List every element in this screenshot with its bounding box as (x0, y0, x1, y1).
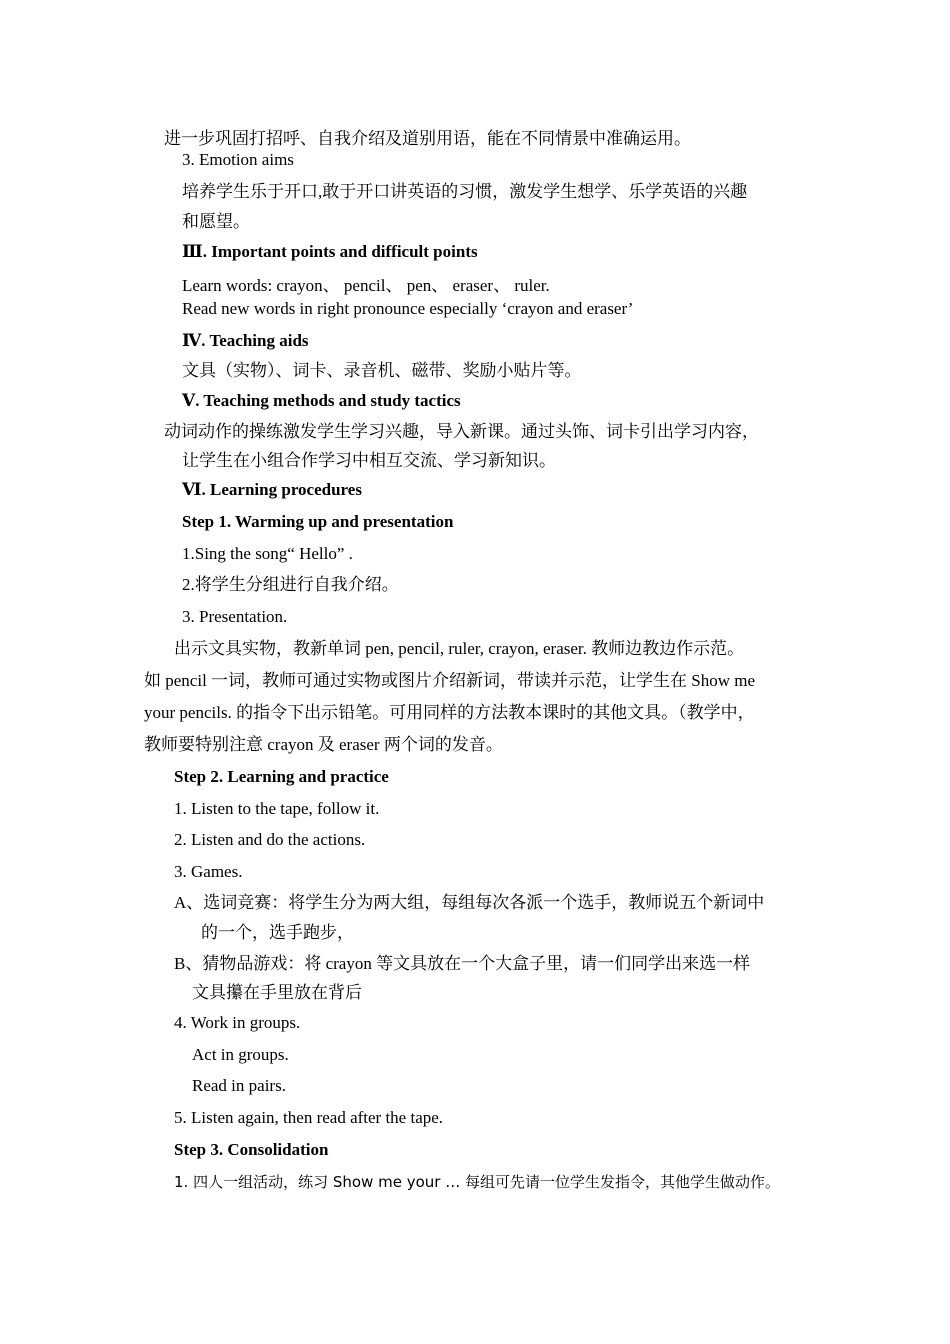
teaching-aids-text: 文具（实物）、词卡、录音机、磁带、奖励小贴片等。 (182, 361, 582, 380)
step2-item1: 1. Listen to the tape, follow it. (174, 799, 380, 818)
game-a-text: A、选词竞赛：将学生分为两大组，每组每次各派一个选手，教师说五个新词中 (174, 893, 765, 912)
teaching-methods-text: 动词动作的操练激发学生学习兴趣，导入新课。通过头饰、词卡引出学习内容， (164, 422, 759, 441)
step2-item4-sub2: Read in pairs. (192, 1076, 286, 1095)
section-teaching-aids: Ⅳ. Teaching aids (182, 331, 309, 350)
step2-item4-sub1: Act in groups. (192, 1045, 289, 1064)
learn-words-text: Learn words: crayon、 pencil、 pen、 eraser、 ruler. (182, 276, 550, 295)
emotion-aims-text-cont: 和愿望。 (182, 212, 250, 231)
presentation-text-2: 如 pencil 一词，教师可通过实物或图片介绍新词，带读并示范，让学生在 Show me (144, 671, 756, 690)
step3-item1: 1. 四人一组活动，练习 Show me your … 每组可先请一位学生发指令，其他学生做动作。 (174, 1173, 780, 1191)
section-learning-procedures: Ⅵ. Learning procedures (182, 480, 362, 499)
teaching-methods-text-cont: 让学生在小组合作学习中相互交流、学习新知识。 (182, 451, 556, 470)
game-b-text-cont: 文具攥在手里放在背后 (192, 983, 362, 1002)
step2-item5: 5. Listen again, then read after the tape. (174, 1108, 444, 1127)
presentation-text-1: 出示文具实物，教新单词 pen, pencil, ruler, crayon, eraser. 教师边教边作示范。 (174, 639, 745, 658)
presentation-text-3: your pencils. 的指令下出示铅笔。可用同样的方法教本课时的其他文具。（教学中， (144, 703, 755, 722)
section-important-points: Ⅲ. Important points and difficult points (182, 242, 478, 261)
step2-heading: Step 2. Learning and practice (174, 767, 389, 786)
read-words-text: Read new words in right pronounce especially ‘crayon and eraser’ (182, 299, 634, 318)
step1-item2: 2.将学生分组进行自我介绍。 (182, 575, 399, 594)
step1-item3: 3. Presentation. (182, 607, 288, 626)
step1-item1: 1.Sing the song“ Hello” . (182, 544, 353, 563)
emotion-aims-text: 培养学生乐于开口,敢于开口讲英语的习惯，激发学生想学、乐学英语的兴趣 (182, 182, 748, 201)
emotion-aims-heading: 3. Emotion aims (182, 150, 294, 169)
objective-text: 进一步巩固打招呼、自我介绍及道别用语，能在不同情景中准确运用。 (164, 129, 691, 148)
game-a-text-cont: 的一个，选手跑步， (201, 923, 354, 942)
game-b-text: B、猜物品游戏：将 crayon 等文具放在一个大盒子里，请一们同学出来选一样 (174, 954, 751, 973)
presentation-text-4: 教师要特别注意 crayon 及 eraser 两个词的发音。 (144, 735, 503, 754)
step2-item2: 2. Listen and do the actions. (174, 830, 366, 849)
step1-heading: Step 1. Warming up and presentation (182, 512, 454, 531)
step2-item4: 4. Work in groups. (174, 1013, 301, 1032)
step2-item3: 3. Games. (174, 862, 243, 881)
step3-heading: Step 3. Consolidation (174, 1140, 329, 1159)
section-teaching-methods: Ⅴ. Teaching methods and study tactics (182, 391, 461, 410)
